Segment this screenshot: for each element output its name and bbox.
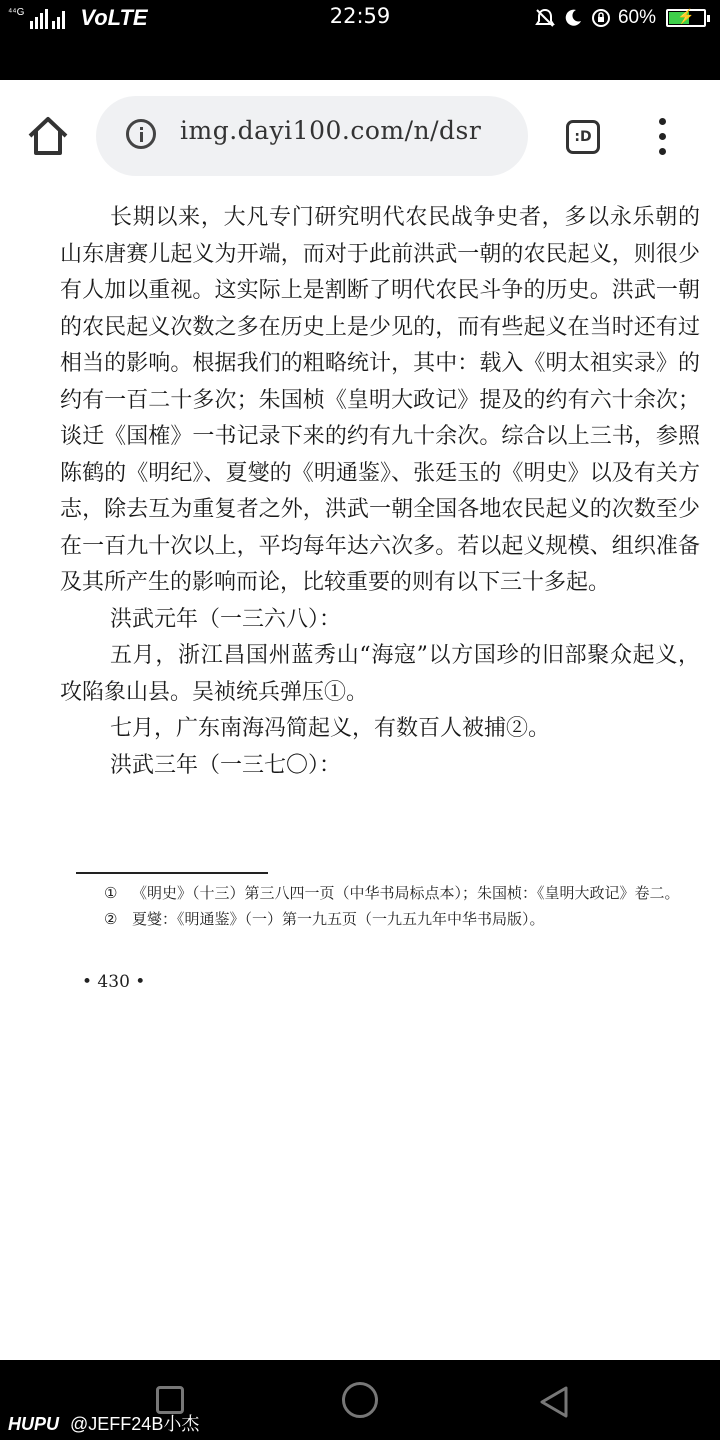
footnotes [104, 880, 704, 932]
more-vert-icon[interactable] [650, 118, 676, 156]
url-text[interactable]: img.dayi100.com/n/dsr [180, 116, 482, 145]
footnote-text: 《明史》（十三）第三八四一页（中华书局标点本）；朱国桢：《皇明大政记》卷二。 [132, 884, 680, 902]
address-bar[interactable] [96, 96, 528, 176]
back-icon[interactable] [534, 1382, 574, 1422]
watermark [8, 1410, 199, 1436]
watermark-user: @JEFF24B小杰 [70, 1414, 200, 1434]
info-icon[interactable] [126, 119, 156, 149]
document-page [0, 192, 720, 1192]
silent-icon [534, 7, 556, 29]
volte-label: VoLTE [80, 5, 148, 30]
paragraph-year-1368: 洪武元年（一三六八）： [110, 606, 342, 632]
tab-switcher-button[interactable]: :D [566, 120, 600, 154]
battery-tip [707, 15, 710, 22]
footnote-text: 夏燮：《明通鉴》（一）第一九五页（一九五九年中华书局版）。 [132, 910, 545, 928]
footnote-number: ② [104, 910, 118, 928]
page-number: • 430 • [82, 972, 146, 992]
home-icon [24, 112, 72, 160]
status-right [534, 5, 706, 31]
paragraph-intro: 长期以来，大凡专门研究明代农民战争史者，多以永乐朝的山东唐赛儿起义为开端，而对于此前洪武一朝的农民起义，则很少有人加以重视。这实际上是割断了明代农民斗争的历史。洪武一朝的农民起义次数之多在历史上是少见的，而有些起义在当时还有过相当的影响。根据我们的粗略统计，其中：载入《明太祖实录》的约有一百二十多次；朱国桢《皇明大政记》提及的约有六十余次；谈迁《国榷》一书记录下来的约有九十余次。综合以上三书，参照陈鹤的《明纪》、夏燮的《明通鉴》、张廷玉的《明史》以及有关方志，除去互为重复者之外，洪武一朝全国各地农民起义的次数至少在一百九十次以上，平均每年达六次多。若以起义规模、组织准备及其所产生的影响而论，比较重要的则有以下三十多起。 [60, 205, 700, 595]
paragraph-year-1370: 洪武三年（一三七〇）： [110, 752, 342, 778]
home-button[interactable] [24, 112, 72, 160]
moon-icon [562, 7, 584, 29]
network-type-label: ⁴⁴G [8, 6, 25, 18]
document-body [60, 200, 700, 784]
paragraph-july: 七月，广东南海冯简起义，有数百人被捕②。 [110, 716, 551, 741]
footnote [104, 906, 704, 932]
footnote [104, 880, 704, 906]
battery-percent: 60% [617, 7, 656, 28]
footnote-divider [76, 872, 268, 874]
charging-icon: ⚡ [677, 8, 695, 24]
watermark-brand: HUPU [8, 1414, 60, 1434]
battery-icon [666, 9, 706, 27]
browser-toolbar [0, 80, 720, 192]
clock: 22:59 [329, 4, 391, 28]
status-bar [0, 0, 720, 80]
nav-home-icon[interactable] [342, 1382, 378, 1418]
rotation-lock-icon [590, 7, 612, 29]
footnote-number: ① [104, 884, 118, 902]
paragraph-may: 五月，浙江昌国州蓝秀山“海寇”以方国珍的旧部聚众起义，攻陷象山县。吴祯统兵弹压①。 [60, 643, 700, 705]
